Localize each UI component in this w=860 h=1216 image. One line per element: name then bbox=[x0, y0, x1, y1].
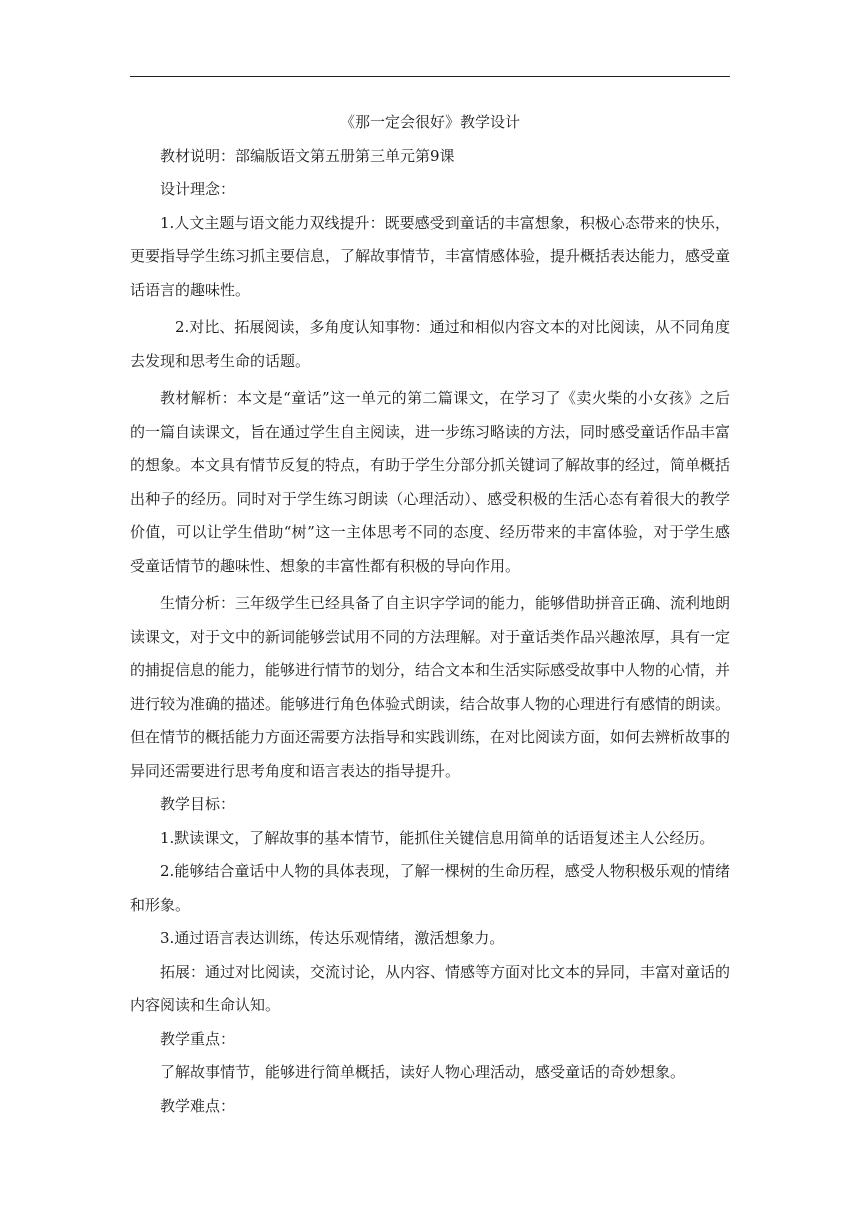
design-concept-2: 2.对比、拓展阅读，多角度认知事物：通过和相似内容文本的对比阅读，从不同角度去发现和思考生命的话题。 bbox=[130, 318, 730, 370]
extension: 拓展：通过对比阅读，交流讨论，从内容、情感等方面对比文本的异同，丰富对童话的内容阅读和生命认知。 bbox=[130, 962, 731, 1014]
goal-3: 3.通过语言表达训练，传达乐观情绪，激活想象力。 bbox=[160, 929, 505, 947]
difficulties-heading: 教学难点： bbox=[160, 1096, 236, 1115]
document-body bbox=[130, 106, 730, 1123]
student-analysis: 生情分析：三年级学生已经具备了自主识字学词的能力，能够借助拼音正确、流利地朗读课文，对于文中的新词能够尝试用不同的方法理解。对于童话类作品兴趣浓厚，具有一定的捕捉信息的能力，能够进行情节的划分，结合文本和生活实际感受故事中人物的心情，并进行较为准确的描述。能够进行角色体验式朗读，结合故事人物的心理进行有感情的朗读。但在情节的概括能力方面还需要方法指导和实践训练，在对比阅读方面，如何去辨析故事的异同还需要进行思考角度和语言表达的指导提升。 bbox=[130, 594, 731, 780]
document-title: 《那一定会很好》教学设计 bbox=[339, 113, 520, 131]
key-points: 了解故事情节，能够进行简单概括，读好人物心理活动，感受童话的奇妙想象。 bbox=[160, 1063, 686, 1081]
design-concept-1: 1.人文主题与语文能力双线提升：既要感受到童话的丰富想象，积极心态带来的快乐，更要指导学生练习抓主要信息，了解故事情节，丰富情感体验，提升概括表达能力，感受童话语言的趣味性。 bbox=[130, 213, 731, 299]
design-concept-heading: 设计理念： bbox=[160, 180, 236, 198]
key-points-heading: 教学重点： bbox=[160, 1029, 236, 1048]
goal-2: 2.能够结合童话中人物的具体表现，了解一棵树的生命历程，感受人物积极乐观的情绪和形象。 bbox=[130, 862, 730, 914]
material-note: 教材说明：部编版语文第五册第三单元第9课 bbox=[160, 146, 455, 165]
goal-1: 1.默读课文，了解故事的基本情节，能抓住关键信息用简单的话语复述主人公经历。 bbox=[160, 828, 715, 847]
material-analysis: 教材解析：本文是“童话”这一单元的第二篇课文，在学习了《卖火柴的小女孩》之后的一篇自读课文，旨在通过学生自主阅读，进一步练习略读的方法，同时感受童话作品丰富的想象。本文具有情节反复的特点，有助于学生分部分抓关键词了解故事的经过，简单概括出种子的经历。同时对于学生练习朗读（心理活动）、感受积极的生活心态有着很大的教学价值，可以让学生借助“树”这一主体思考不同的态度、经历带来的丰富体验，对于学生感受童话情节的趣味性、想象的丰富性都有积极的导向作用。 bbox=[130, 389, 731, 575]
header-rule bbox=[130, 76, 730, 77]
goals-heading: 教学目标： bbox=[160, 795, 236, 813]
